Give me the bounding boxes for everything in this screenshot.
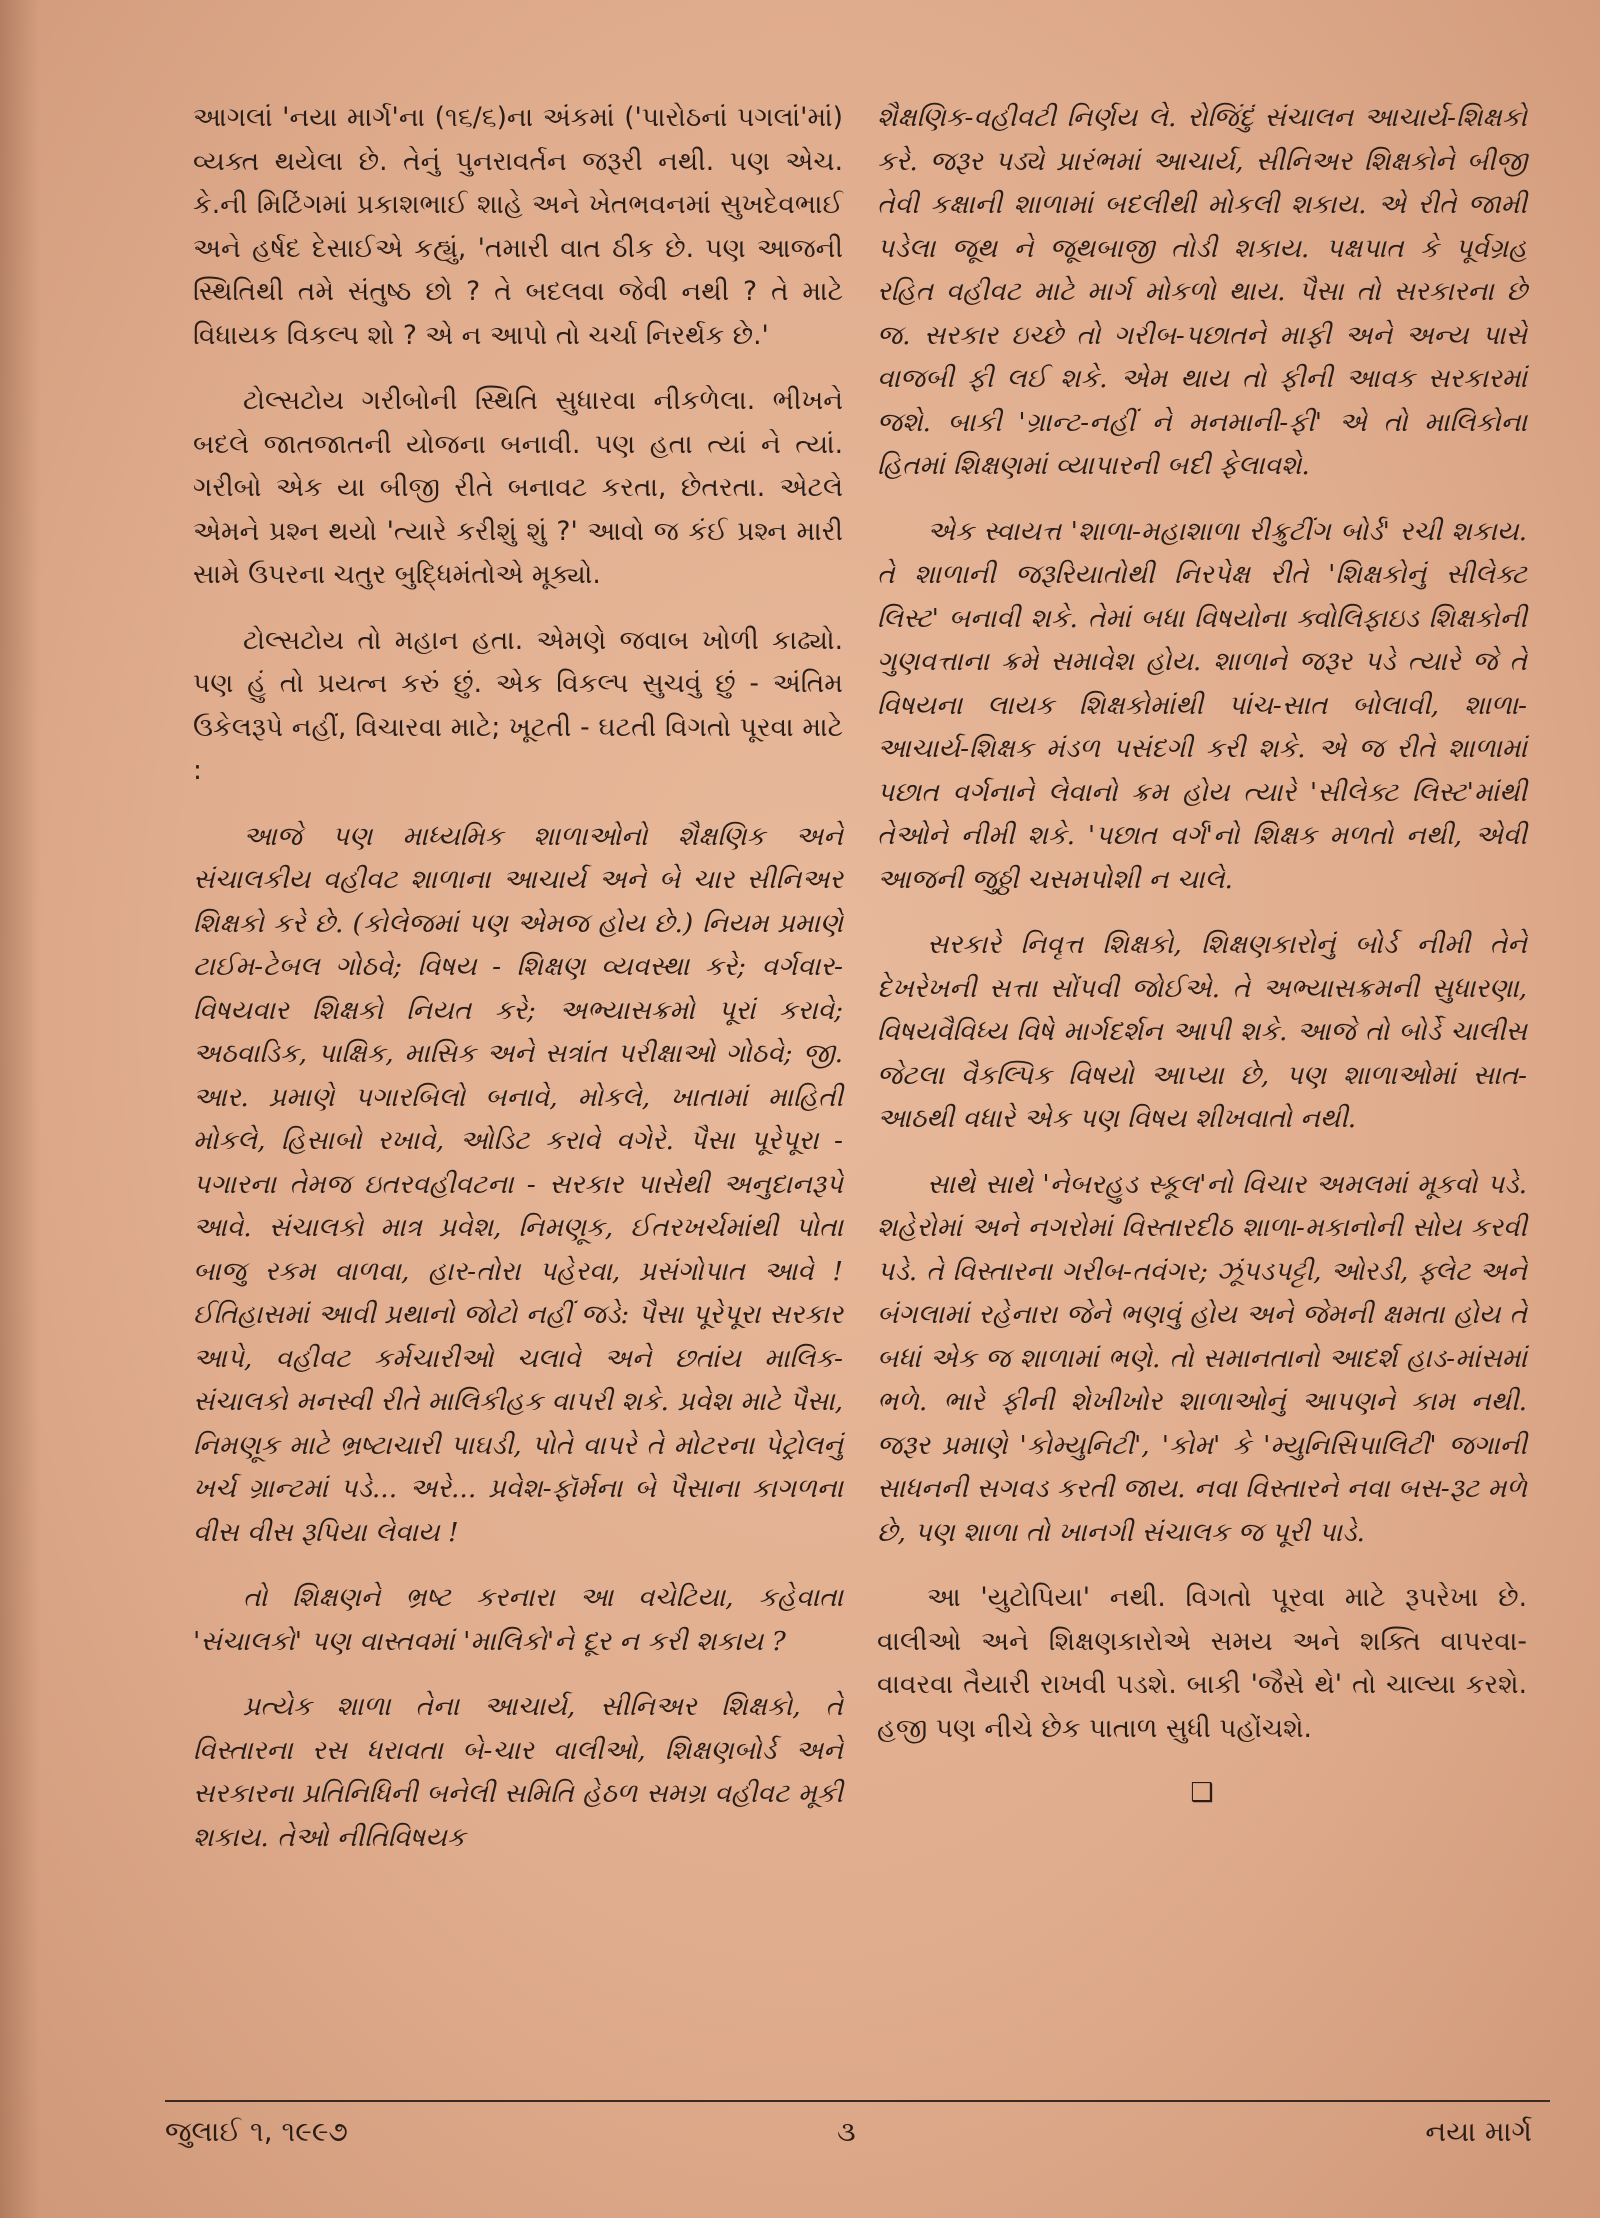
paragraph: ટોલ્સટોય ગરીબોની સ્થિતિ સુધારવા નીકળેલા. ભીખને બદલે જાતજાતની યોજના બનાવી. પણ હતા ત્યાં ને ત્યાં. ગરીબો એક યા બીજી રીતે બનાવટ કરતા, છેતરતા. એટલે એમને પ્રશ્ન થયો 'ત્યારે કરીશું શું ?' આવો જ કંઈ પ્રશ્ન મારી સામે ઉપરના ચતુર બુદ્ધિમંતોએ મૂક્યો. [193, 385, 843, 590]
page-number: ૩ [837, 2115, 856, 2148]
publication-title: નયા માર્ગ [1425, 2115, 1532, 2148]
paragraph-italic: એક સ્વાયત્ત 'શાળા-મહાશાળા રીક્રુટીંગ બોર્ડ' રચી શકાય. તે શાળાની જરૂરિયાતોથી નિરપેક્ષ રીતે 'શિક્ષકોનું સીલેક્ટ લિસ્ટ' બનાવી શકે. તેમાં બધા વિષયોના ક્વોલિફાઇડ શિક્ષકોની ગુણવત્તાના ક્રમે સમાવેશ હોય. શાળાને જરૂર પડે ત્યારે જે તે વિષયના લાયક શિક્ષકોમાંથી પાંચ-સાત બોલાવી, શાળા-આચાર્ય-શિક્ષક મંડળ પસંદગી કરી શકે. એ જ રીતે શાળામાં પછાત વર્ગનાને લેવાનો ક્રમ હોય ત્યારે 'સીલેક્ટ લિસ્ટ'માંથી તેઓને નીમી શકે. 'પછાત વર્ગ'નો શિક્ષક મળતો નથી, એવી આજની જુઠ્ઠી ચસમપોશી ન ચાલે. [877, 515, 1527, 895]
paragraph-italic: શૈક્ષણિક-વહીવટી નિર્ણય લે. રોજિંદું સંચાલન આચાર્ય-શિક્ષકો કરે. જરૂર પડ્યે પ્રારંભમાં આચાર્ય, સીનિઅર શિક્ષકોને બીજી તેવી કક્ષાની શાળામાં બદલીથી મોકલી શકાય. એ રીતે જામી પડેલા જૂથ ને જૂથબાજી તોડી શકાય. પક્ષપાત કે પૂર્વગ્રહ રહિત વહીવટ માટે માર્ગ મોકળો થાય. પૈસા તો સરકારના છે જ. સરકાર ઇચ્છે તો ગરીબ-પછાતને માફી અને અન્ય પાસે વાજબી ફી લઈ શકે. એમ થાય તો ફીની આવક સરકારમાં જશે. બાકી 'ગ્રાન્ટ-નહીં ને મનમાની-ફી' એ તો માલિકોના હિતમાં શિક્ષણમાં વ્યાપારની બદી ફેલાવશે. [877, 102, 1527, 481]
paragraph-italic: સાથે સાથે 'નેબરહુડ સ્કૂલ'નો વિચાર અમલમાં મૂકવો પડે. શહેરોમાં અને નગરોમાં વિસ્તારદીઠ શાળા-મકાનોની સોય કરવી પડે. તે વિસ્તારના ગરીબ-તવંગર; ઝૂંપડપટ્ટી, ઓરડી, ફ્લેટ અને બંગલામાં રહેનારા જેને ભણવું હોય અને જેમની ક્ષમતા હોય તે બધાં એક જ શાળામાં ભણે. તો સમાનતાનો આદર્શ હાડ-માંસમાં ભળે. ભારે ફીની શેખીખોર શાળાઓનું આપણને કામ નથી. જરૂર પ્રમાણે 'કોમ્યુનિટી', 'કોમ' કે 'મ્યુનિસિપાલિટી' જગાની સાધનની સગવડ કરતી જાય. નવા વિસ્તારને નવા બસ-રૂટ મળે છે, પણ શાળા તો ખાનગી સંચાલક જ પૂરી પાડે. [877, 1168, 1527, 1548]
paragraph-italic: તો શિક્ષણને ભ્રષ્ટ કરનારા આ વચેટિયા, કહેવાતા 'સંચાલકો' પણ વાસ્તવમાં 'માલિકો'ને દૂર ન કરી શકાય ? [193, 1582, 843, 1657]
paragraph: આગલાં 'નયા માર્ગ'ના (૧૬/૬)ના અંકમાં ('પારોઠનાં પગલાં'માં) વ્યક્ત થયેલા છે. તેનું પુનરાવર્તન જરૂરી નથી. પણ એચ. કે.ની મિટિંગમાં પ્રકાશભાઈ શાહે અને ખેતભવનમાં સુખદેવભાઈ અને હર્ષદ દેસાઈએ કહ્યું, 'તમારી વાત ઠીક છે. પણ આજની સ્થિતિથી તમે સંતુષ્ઠ છો ? તે બદલવા જેવી નથી ? તે માટે વિધાયક વિકલ્પ શો ? એ ન આપો તો ચર્ચા નિરર્થક છે.' [193, 102, 843, 351]
article-column-left [193, 96, 843, 1881]
paragraph: આ 'યુટોપિયા' નથી. વિગતો પૂરવા માટે રૂપરેખા છે. વાલીઓ અને શિક્ષણકારોએ સમય અને શક્તિ વાપરવા-વાવરવા તૈયારી રાખવી પડશે. બાકી 'જૈસે થે' તો ચાલ્યા કરશે. હજી પણ નીચે છેક પાતાળ સુધી પહોંચશે. [877, 1582, 1527, 1744]
footer-divider [165, 2100, 1550, 2102]
paragraph: ટોલ્સટોય તો મહાન હતા. એમણે જવાબ ખોળી કાઢ્યો. પણ હું તો પ્રયત્ન કરું છું. એક વિકલ્પ સુચવું છું - અંતિમ ઉકેલરૂપે નહીં, વિચારવા માટે; ખૂટતી - ઘટતી વિગતો પૂરવા માટે : [193, 624, 843, 786]
paragraph-italic: સરકારે નિવૃત્ત શિક્ષકો, શિક્ષણકારોનું બોર્ડ નીમી તેને દેખરેખની સત્તા સોંપવી જોઈએ. તે અભ્યાસક્રમની સુધારણા, વિષયવૈવિધ્ય વિષે માર્ગદર્શન આપી શકે. આજે તો બોર્ડે ચાલીસ જેટલા વૈકલ્પિક વિષયો આપ્યા છે, પણ શાળાઓમાં સાત-આઠથી વધારે એક પણ વિષય શીખવાતો નથી. [877, 929, 1527, 1134]
footer-date: જુલાઈ ૧, ૧૯૯૭ [165, 2115, 348, 2148]
end-of-article-mark: ❑ [1190, 1778, 1214, 1808]
paragraph-italic: આજે પણ માધ્યમિક શાળાઓનો શૈક્ષણિક અને સંચાલકીય વહીવટ શાળાના આચાર્ય અને બે ચાર સીનિઅર શિક્ષકો કરે છે. (કોલેજમાં પણ એમજ હોય છે.) નિયમ પ્રમાણે ટાઈમ-ટેબલ ગોઠવે; વિષય - શિક્ષણ વ્યવસ્થા કરે; વર્ગવાર-વિષયવાર શિક્ષકો નિયત કરે; અભ્યાસક્રમો પૂરાં કરાવે; અઠવાડિક, પાક્ષિક, માસિક અને સત્રાંત પરીક્ષાઓ ગોઠવે; જી. આર. પ્રમાણે પગારબિલો બનાવે, મોકલે, ખાતામાં માહિતી મોકલે, હિસાબો રખાવે, ઓડિટ કરાવે વગેરે. પૈસા પૂરેપૂરા - પગારના તેમજ ઇતરવહીવટના - સરકાર પાસેથી અનુદાનરૂપે આવે. સંચાલકો માત્ર પ્રવેશ, નિમણૂક, ઈતરખર્ચમાંથી પોતા બાજુ રકમ વાળવા, હાર-તોરા પહેરવા, પ્રસંગોપાત આવે ! ઈતિહાસમાં આવી પ્રથાનો જોટો નહીં જડે: પૈસા પૂરેપૂરા સરકાર આપે, વહીવટ કર્મચારીઓ ચલાવે અને છતાંય માલિક-સંચાલકો મનસ્વી રીતે માલિકીહક વાપરી શકે. પ્રવેશ માટે પૈસા, નિમણૂક માટે ભ્રષ્ટાચારી પાઘડી, પોતે વાપરે તે મોટરના પેટ્રોલનું ખર્ચ ગ્રાન્ટમાં પડે... અરે... પ્રવેશ-ફૉર્મના બે પૈસાના કાગળના વીસ વીસ રૂપિયા લેવાય ! [193, 820, 843, 1548]
article-column-right [877, 96, 1527, 1816]
paragraph-italic: પ્રત્યેક શાળા તેના આચાર્ય, સીનિઅર શિક્ષકો, તે વિસ્તારના રસ ધરાવતા બે-ચાર વાલીઓ, શિક્ષણબોર્ડ અને સરકારના પ્રતિનિધિની બનેલી સમિતિ હેઠળ સમગ્ર વહીવટ મૂકી શકાય. તેઓ નીતિવિષયક [193, 1691, 843, 1853]
page-edge-shadow [0, 0, 40, 2218]
